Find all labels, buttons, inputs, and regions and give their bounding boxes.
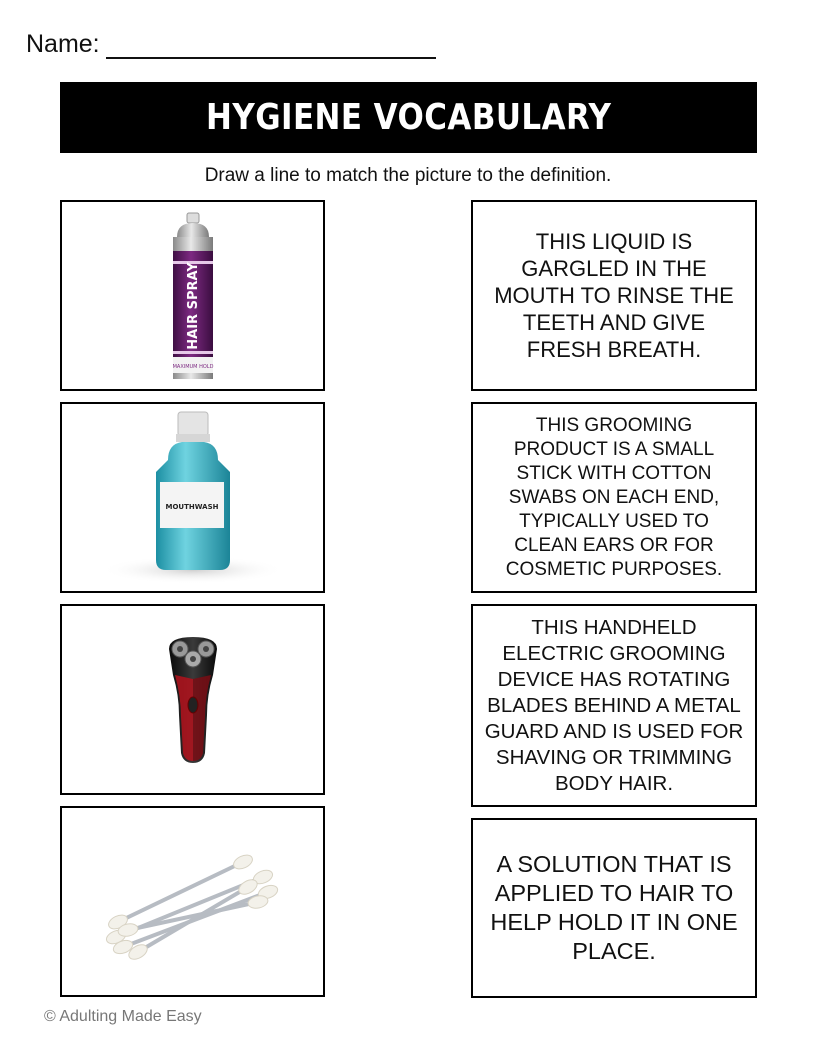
definition-text-3: THIS HANDHELD ELECTRIC GROOMING DEVICE HAS ROTATING BLADES BEHIND A METAL GUARD AND IS USED FOR SHAVING OR TRIMMING BODY HAIR. — [484, 615, 744, 795]
title-banner — [60, 82, 757, 153]
instructions: Draw a line to match the picture to the definition. — [204, 165, 612, 186]
name-field[interactable] — [26, 30, 436, 59]
definition-text-1: THIS LIQUID IS GARGLED IN THE MOUTH TO RINSE THE TEETH AND GIVE FRESH BREATH. — [494, 229, 734, 362]
definition-card-2[interactable] — [471, 402, 757, 593]
cotton-swabs-icon — [98, 842, 288, 962]
hair-spray-icon — [163, 211, 223, 381]
mouthwash-icon — [98, 410, 288, 585]
mouthwash-label: MOUTHWASH — [165, 503, 218, 511]
picture-card-3[interactable] — [60, 604, 325, 795]
definition-text-2: THIS GROOMING PRODUCT IS A SMALL STICK WITH COTTON SWABS ON EACH END, TYPICALLY USED TO CLEAN EARS OR FOR COSMETIC PURPOSES. — [505, 414, 723, 580]
definition-text-4: A SOLUTION THAT IS APPLIED TO HAIR TO HELP HOLD IT IN ONE PLACE. — [490, 851, 738, 964]
definition-card-3[interactable] — [471, 604, 757, 807]
picture-card-2[interactable] — [60, 402, 325, 593]
hair-spray-label: HAIR SPRAY — [185, 261, 201, 350]
electric-shaver-icon — [163, 635, 223, 765]
name-line[interactable] — [106, 33, 436, 59]
picture-card-1[interactable] — [60, 200, 325, 391]
definition-card-1[interactable] — [471, 200, 757, 391]
name-label: Name: — [26, 30, 100, 58]
definition-card-4[interactable] — [471, 818, 757, 998]
hair-spray-sublabel: MAXIMUM HOLD — [172, 363, 213, 370]
picture-card-4[interactable] — [60, 806, 325, 997]
worksheet-title: HYGIENE VOCABULARY — [205, 97, 612, 138]
copyright-footer: © Adulting Made Easy — [44, 1008, 202, 1025]
